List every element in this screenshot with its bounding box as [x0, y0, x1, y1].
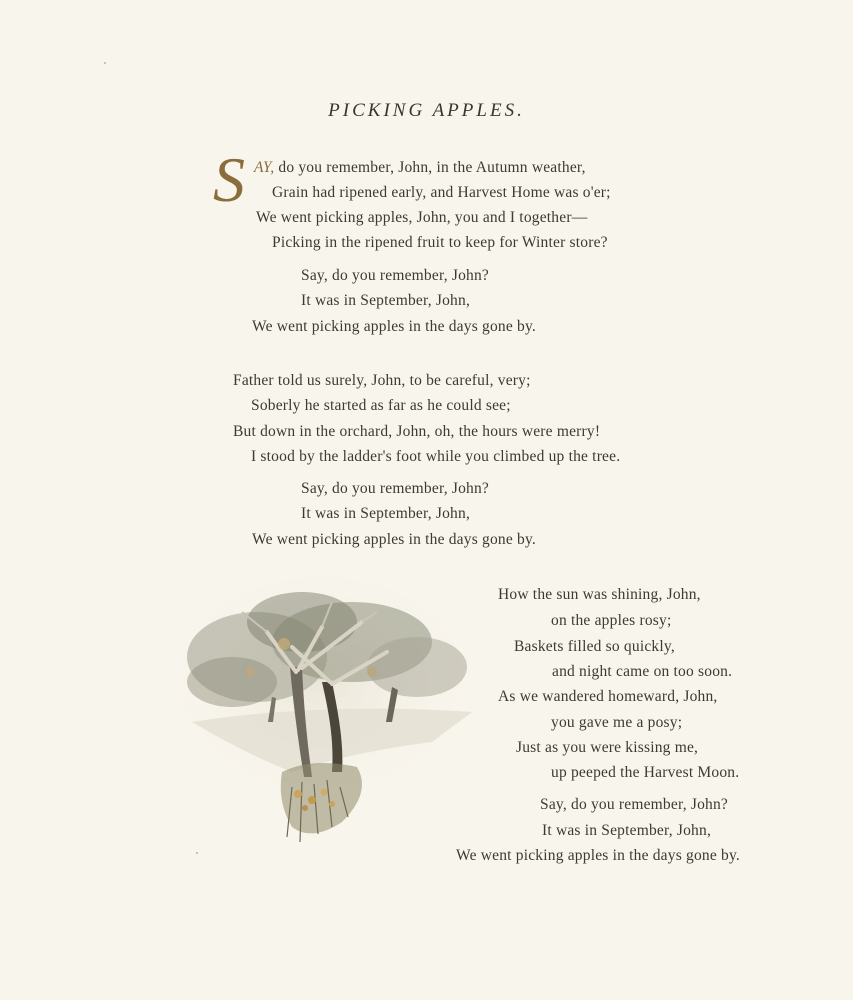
- stanza3-line2: on the apples rosy;: [551, 612, 672, 629]
- stanza3-line5: As we wandered homeward, John,: [498, 688, 718, 705]
- stanza1-line3: We went picking apples, John, you and I together—: [256, 209, 588, 226]
- refrain3-line1: Say, do you remember, John?: [540, 796, 729, 813]
- stanza3-line1: How the sun was shining, John,: [498, 586, 701, 603]
- stanza3-line6: you gave me a posy;: [551, 714, 683, 731]
- paper-speck: [104, 62, 106, 64]
- stanza1-line4: Picking in the ripened fruit to keep for Winter store?: [272, 234, 608, 251]
- stanza2-line3: But down in the orchard, John, oh, the hours were merry!: [233, 423, 601, 440]
- refrain1-line3: We went picking apples in the days gone by.: [252, 318, 536, 335]
- drop-cap: S: [213, 144, 245, 215]
- refrain1-line1: Say, do you remember, John?: [301, 267, 490, 284]
- stanza1-line1: [254, 158, 586, 178]
- stanza2-line1: Father told us surely, John, to be careful, very;: [233, 372, 531, 389]
- apple-tree-illustration: [172, 572, 482, 857]
- stanza2-line2: Soberly he started as far as he could see;: [251, 397, 511, 414]
- stanza3-line8: up peeped the Harvest Moon.: [551, 764, 740, 781]
- refrain3-line3: We went picking apples in the days gone by.: [456, 847, 740, 864]
- stanza1-line1-rest: do you remember, John, in the Autumn weather,: [274, 159, 586, 176]
- paper-speck: [196, 852, 198, 854]
- stanza2-line4: I stood by the ladder's foot while you climbed up the tree.: [251, 448, 621, 465]
- refrain2-line3: We went picking apples in the days gone by.: [252, 531, 536, 548]
- poem-title: PICKING APPLES.: [328, 100, 525, 121]
- stanza3-line4: and night came on too soon.: [552, 663, 733, 680]
- refrain2-line2: It was in September, John,: [301, 505, 471, 522]
- stanza3-line3: Baskets filled so quickly,: [514, 638, 675, 655]
- refrain3-line2: It was in September, John,: [542, 822, 712, 839]
- stanza3-line7: Just as you were kissing me,: [516, 739, 699, 756]
- refrain2-line1: Say, do you remember, John?: [301, 480, 490, 497]
- stanza1-line2: Grain had ripened early, and Harvest Home was o'er;: [272, 184, 611, 201]
- stanza1-line1-first: AY,: [254, 159, 275, 176]
- refrain1-line2: It was in September, John,: [301, 292, 471, 309]
